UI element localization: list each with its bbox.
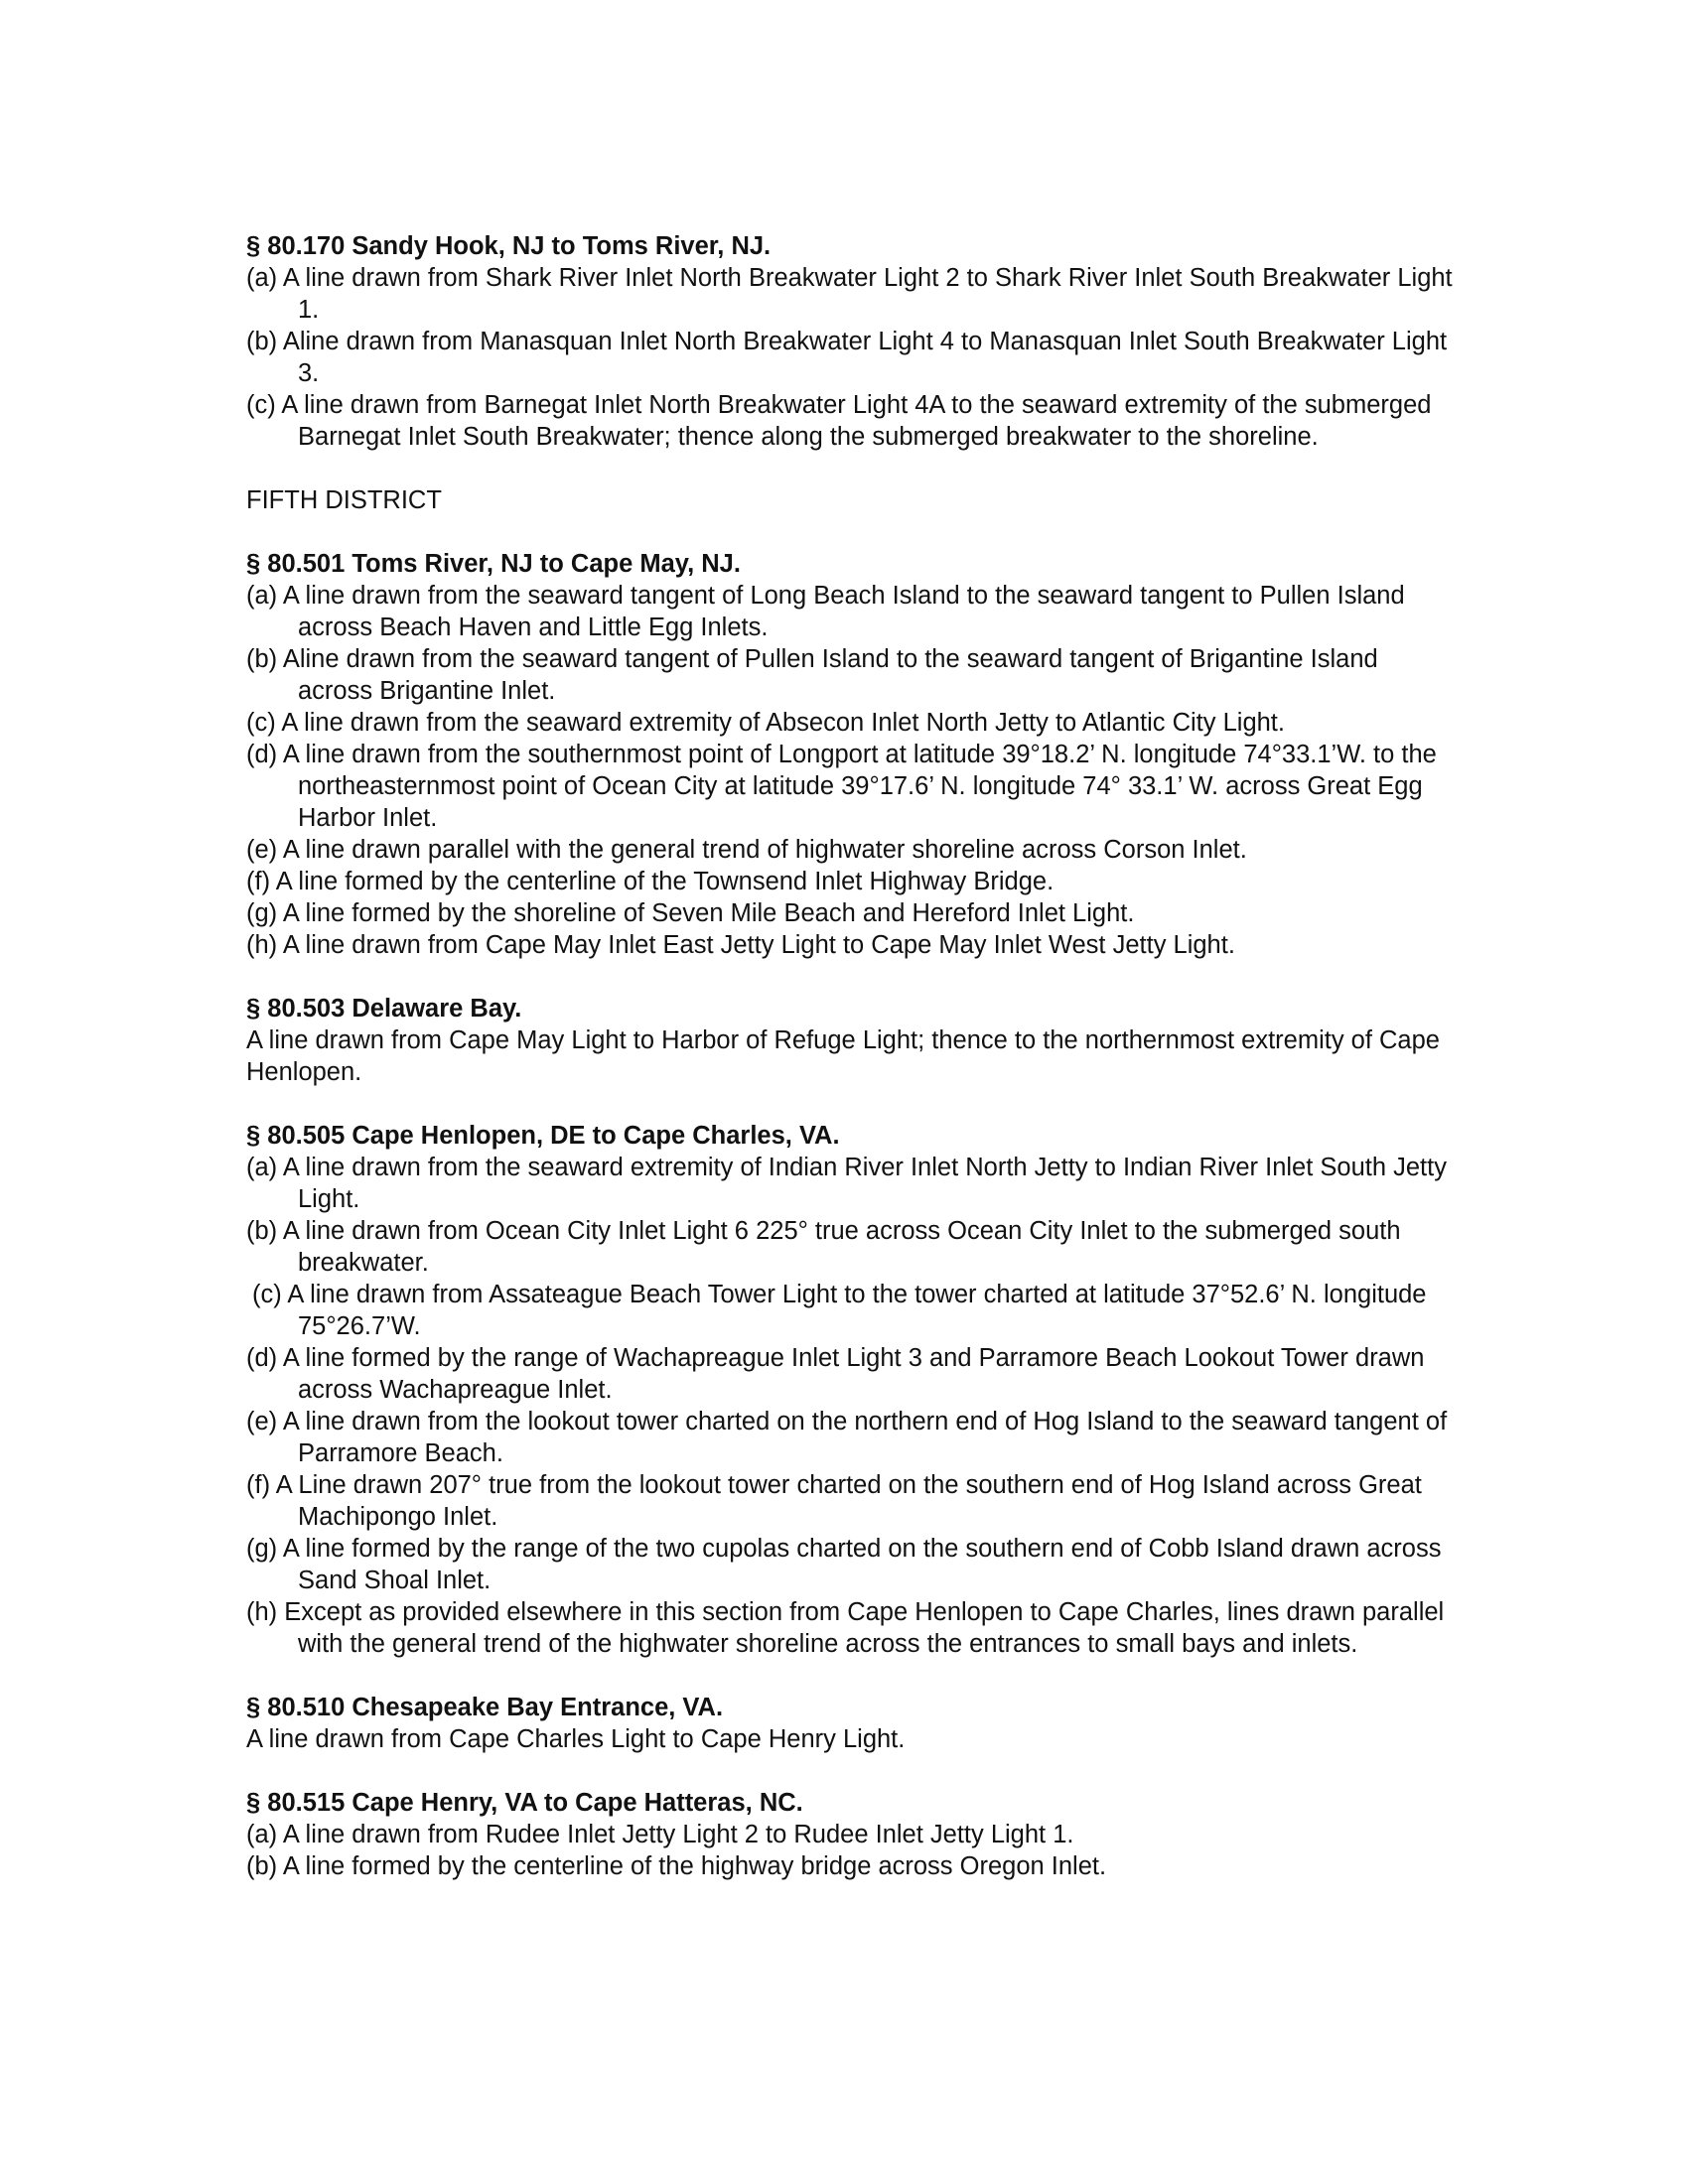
section-heading: § 80.503 Delaware Bay. (246, 995, 522, 1023)
section-80-503 (246, 993, 1458, 1088)
paragraph-item: (b) A line formed by the centerline of the highway bridge across Oregon Inlet. (246, 1852, 1107, 1880)
section-80-510 (246, 1692, 1458, 1755)
document-page (246, 230, 1458, 1914)
paragraph-item: (e) A line drawn parallel with the general trend of highwater shoreline across Corson Inlet. (246, 836, 1247, 864)
paragraph-item: (f) A line formed by the centerline of the Townsend Inlet Highway Bridge. (246, 868, 1055, 895)
paragraph-item: (e) A line drawn from the lookout tower charted on the northern end of Hog Island to the seaward tangent of Parramore Beach. (246, 1408, 1448, 1467)
paragraph-item: (b) A line drawn from Ocean City Inlet Light 6 225° true across Ocean City Inlet to the submerged south breakwater. (246, 1217, 1401, 1277)
paragraph-item: (a) A line drawn from the seaward extremity of Indian River Inlet North Jetty to Indian River Inlet South Jetty Light. (246, 1154, 1447, 1213)
section-text: A line drawn from Cape Charles Light to Cape Henry Light. (246, 1725, 906, 1753)
section-80-170 (246, 230, 1458, 453)
section-text: A line drawn from Cape May Light to Harbor of Refuge Light; thence to the northernmost extremity of Cape Henlopen. (246, 1026, 1440, 1086)
section-heading: § 80.501 Toms River, NJ to Cape May, NJ. (246, 550, 741, 578)
paragraph-item: (a) A line drawn from Shark River Inlet North Breakwater Light 2 to Shark River Inlet South Breakwater Light 1. (246, 264, 1453, 324)
section-80-501 (246, 548, 1458, 961)
paragraph-item: (c) A line drawn from Assateague Beach Tower Light to the tower charted at latitude 37°52.6’ N. longitude 75°26.7’W. (252, 1281, 1427, 1340)
paragraph-item: (g) A line formed by the shoreline of Seven Mile Beach and Hereford Inlet Light. (246, 899, 1135, 927)
paragraph-item: (a) A line drawn from the seaward tangent of Long Beach Island to the seaward tangent to Pullen Island across Beach Haven and Little Egg Inlets. (246, 582, 1405, 641)
paragraph-item: (d) A line formed by the range of Wachapreague Inlet Light 3 and Parramore Beach Lookout Tower drawn across Wachapreague Inlet. (246, 1344, 1425, 1404)
paragraph-item: (c) A line drawn from Barnegat Inlet North Breakwater Light 4A to the seaward extremity of the submerged Barnegat Inlet South Breakwater; thence along the submerged breakwater to the shoreline. (246, 391, 1432, 451)
paragraph-item: (d) A line drawn from the southernmost point of Longport at latitude 39°18.2’ N. longitude 74°33.1’W. to the northeasternmost point of Ocean City at latitude 39°17.6’ N. longitude 74° 33.1’ W. across Great Egg Harbor Inlet. (246, 741, 1437, 832)
paragraph-item: (c) A line drawn from the seaward extremity of Absecon Inlet North Jetty to Atlantic City Light. (246, 709, 1285, 737)
paragraph-item: (h) Except as provided elsewhere in this section from Cape Henlopen to Cape Charles, lines drawn parallel with the general trend of the highwater shoreline across the entrances to small bays and inlets. (246, 1598, 1445, 1658)
section-80-515 (246, 1787, 1458, 1882)
paragraph-item: (f) A Line drawn 207° true from the lookout tower charted on the southern end of Hog Island across Great Machipongo Inlet. (246, 1471, 1422, 1531)
paragraph-item: (g) A line formed by the range of the two cupolas charted on the southern end of Cobb Island drawn across Sand Shoal Inlet. (246, 1535, 1442, 1594)
district-heading: FIFTH DISTRICT (246, 486, 442, 514)
paragraph-item: (b) Aline drawn from Manasquan Inlet North Breakwater Light 4 to Manasquan Inlet South Breakwater Light 3. (246, 328, 1448, 387)
paragraph-item: (h) A line drawn from Cape May Inlet East Jetty Light to Cape May Inlet West Jetty Light. (246, 931, 1235, 959)
paragraph-item: (b) Aline drawn from the seaward tangent of Pullen Island to the seaward tangent of Brigantine Island across Brigantine Inlet. (246, 645, 1378, 705)
paragraph-item: (a) A line drawn from Rudee Inlet Jetty Light 2 to Rudee Inlet Jetty Light 1. (246, 1821, 1074, 1848)
section-heading: § 80.515 Cape Henry, VA to Cape Hatteras, NC. (246, 1789, 803, 1817)
section-80-505 (246, 1120, 1458, 1660)
section-heading: § 80.170 Sandy Hook, NJ to Toms River, NJ. (246, 232, 772, 260)
section-heading: § 80.510 Chesapeake Bay Entrance, VA. (246, 1694, 724, 1721)
section-heading: § 80.505 Cape Henlopen, DE to Cape Charles, VA. (246, 1122, 840, 1150)
